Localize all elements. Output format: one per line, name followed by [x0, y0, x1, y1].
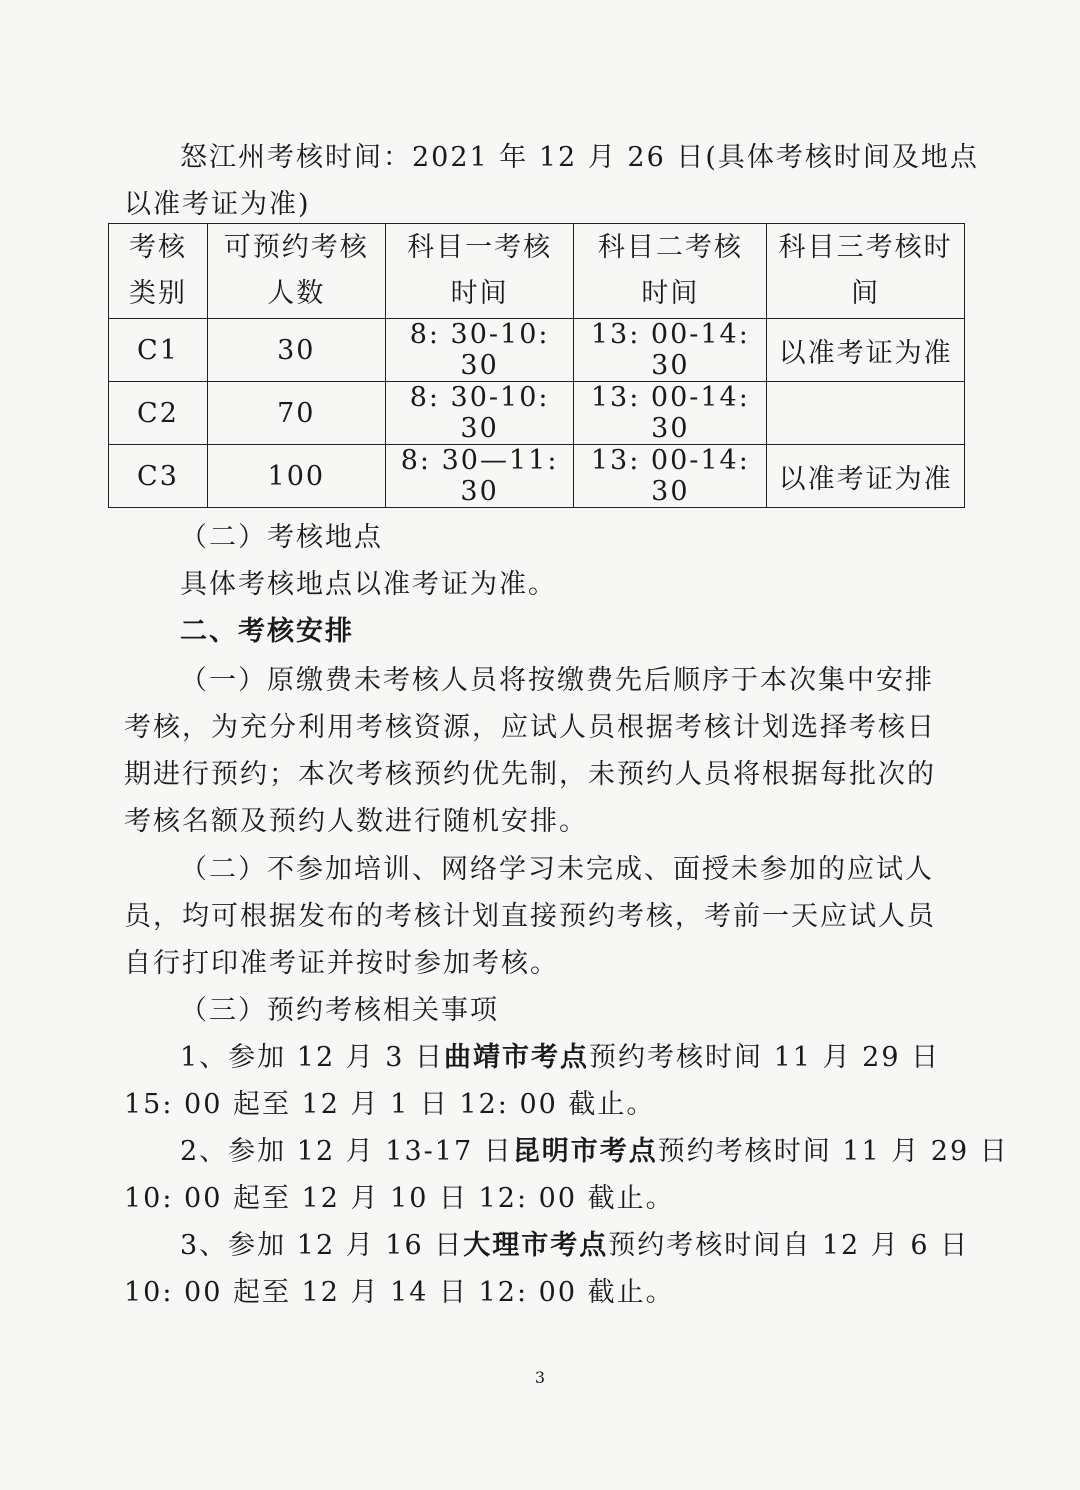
cell-category: C2 [109, 382, 208, 445]
intro-paragraph [124, 134, 979, 228]
cell-category: C1 [109, 319, 208, 382]
header-capacity: 可预约考核 人数 [207, 224, 385, 319]
reservation-item-2: 2、参加 12 月 13-17 日昆明市考点预约考核时间 11 月 29 日 [180, 1136, 1009, 1167]
location-heading: （二）考核地点 [180, 522, 383, 553]
table-row [109, 319, 965, 382]
header-subject3-time: 科目三考核时 间 [767, 224, 965, 319]
arrangement-paragraph-3: （三）预约考核相关事项 1、参加 12 月 3 日曲靖市考点预约考核时间 11 月 29 日 15: 00 起至 12 月 1 日 12: 00 截止。 2、参加 12 月 13-17 日昆明市考点预约考核时间 11 月 29 日 10: 00 起至 12 月 10 日 12: 00 截止。 3、参加 12 月 16 日大理市考点预约考核时间自 12 月 6 日 10: 00 起至 12 月 14 日 12: 00 截止。 [124, 987, 948, 1316]
cell-subject3-time: 以准考证为准 [767, 445, 965, 508]
location-text: 具体考核地点以准考证为准。 [180, 569, 557, 600]
intro-line-1: 怒江州考核时间：2021 年 12 月 26 日(具体考核时间及地点 [180, 142, 979, 173]
reservation-item-3: 3、参加 12 月 16 日大理市考点预约考核时间自 12 月 6 日 [180, 1230, 970, 1261]
header-subject2-time: 科目二考核 时间 [574, 224, 767, 319]
cell-subject2-time: 13: 00-14: 30 [574, 382, 767, 445]
cell-capacity: 70 [207, 382, 385, 445]
table-row [109, 445, 965, 508]
cell-subject1-time: 8: 30-10: 30 [385, 319, 574, 382]
cell-subject3-time [767, 382, 965, 445]
cell-subject3-time: 以准考证为准 [767, 319, 965, 382]
intro-line-2: 以准考证为准) [124, 189, 311, 220]
reservation-heading: （三）预约考核相关事项 [180, 995, 499, 1026]
cell-category: C3 [109, 445, 208, 508]
table-row [109, 382, 965, 445]
table-header-row [109, 224, 965, 319]
schedule-table [108, 223, 965, 508]
cell-subject2-time: 13: 00-14: 30 [574, 319, 767, 382]
cell-capacity: 100 [207, 445, 385, 508]
arrangement-paragraph-1: （一）原缴费未考核人员将按缴费先后顺序于本次集中安排 考核，为充分利用考核资源，应试人员根据考核计划选择考核日 期进行预约；本次考核预约优先制，未预约人员将根据每批次的 考核名额及预约人数进行随机安排。 [124, 665, 936, 837]
cell-capacity: 30 [207, 319, 385, 382]
header-category: 考核 类别 [109, 224, 208, 319]
page-number: 3 [534, 1368, 546, 1387]
header-subject1-time: 科目一考核 时间 [385, 224, 574, 319]
arrangement-paragraph-2: （二）不参加培训、网络学习未完成、面授未参加的应试人 员，均可根据发布的考核计划直接预约考核，考前一天应试人员 自行打印准考证并按时参加考核。 [124, 854, 936, 979]
location-section [124, 514, 948, 655]
reservation-item-1: 1、参加 12 月 3 日曲靖市考点预约考核时间 11 月 29 日 [180, 1042, 941, 1073]
cell-subject2-time: 13: 00-14: 30 [574, 445, 767, 508]
section2-heading: 二、考核安排 [180, 616, 354, 647]
cell-subject1-time: 8: 30-10: 30 [385, 382, 574, 445]
cell-subject1-time: 8: 30—11: 30 [385, 445, 574, 508]
